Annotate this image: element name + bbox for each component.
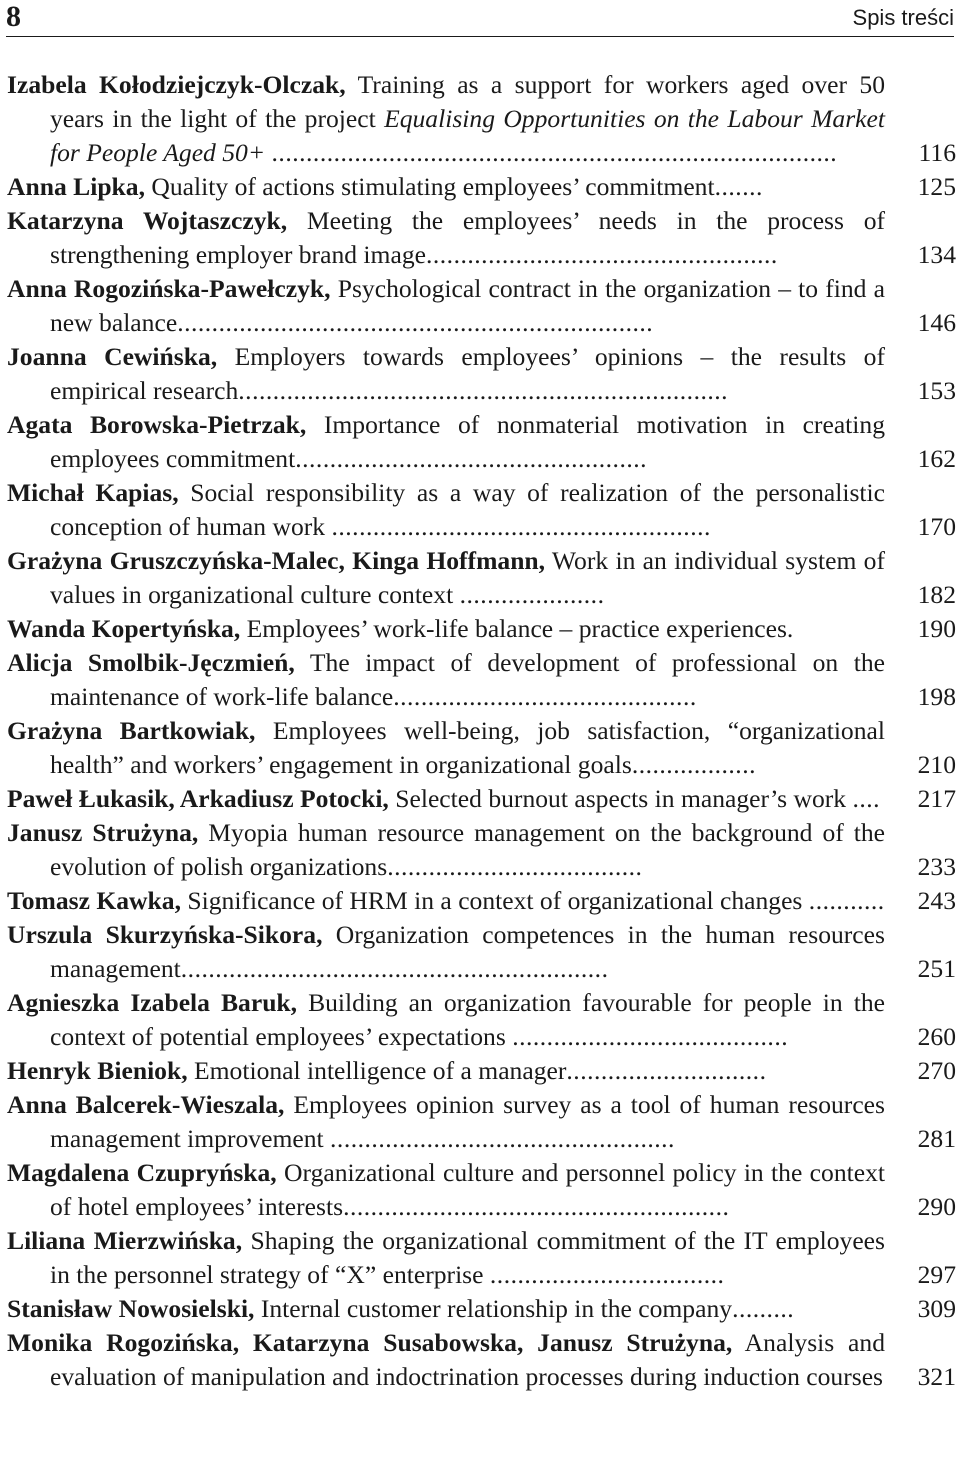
entry-author: Alicja Smolbik-Jęczmień, (7, 648, 295, 677)
entry-author: Agnieszka Izabela Baruk, (7, 988, 298, 1017)
entry-title: Importance of nonmaterial motivation in creating employees commitment (50, 410, 885, 473)
dot-leader: ....................................................................... (238, 376, 729, 405)
entry-title: Employees opinion survey as a tool of human resources management improvement (50, 1090, 886, 1153)
entry-author: Grażyna Gruszczyńska-Malec, Kinga Hoffmann, (7, 546, 546, 575)
toc-entry[interactable] (7, 204, 956, 272)
entry-page-number: 125 (917, 172, 956, 201)
dot-leader: .................................. (489, 1260, 725, 1289)
dot-leader: ................................................... (425, 240, 778, 269)
entry-text (7, 986, 885, 1054)
dot-leader: ........... (808, 886, 885, 915)
entry-title: Building an organization favourable for people in the context of potential employees’ expectations (50, 988, 885, 1051)
toc-entry[interactable] (7, 612, 956, 646)
entry-page-number: 217 (917, 784, 956, 813)
entry-page-number: 198 (917, 682, 956, 711)
entry-author: Liliana Mierzwińska, (7, 1226, 243, 1255)
entry-title: Shaping the organizational commitment of the IT employees in the personnel strategy of “X” enterprise (50, 1226, 885, 1289)
page-number: 8 (6, 0, 21, 33)
dot-leader: .................................................................................. (271, 138, 838, 167)
entry-text (7, 544, 885, 612)
toc-entry[interactable] (7, 646, 956, 714)
entry-text (7, 884, 885, 918)
entry-title: Employees well-being, job satisfaction, “organizational health” and workers’ engagement in organizational goals (50, 716, 885, 779)
entry-author: Tomasz Kawka, (7, 886, 181, 915)
entry-page-number: 309 (917, 1294, 956, 1323)
dot-leader: ....... (714, 172, 763, 201)
entry-title: Meeting the employees’ needs in the process of strengthening employer brand image (50, 206, 886, 269)
entry-page-number: 182 (917, 580, 956, 609)
entry-text (7, 1326, 885, 1394)
entry-author: Paweł Łukasik, Arkadiusz Potocki, (7, 784, 389, 813)
entry-page-number: 134 (917, 240, 956, 269)
entry-title: Myopia human resource management on the background of the evolution of polish organizations (50, 818, 885, 881)
entry-title: Emotional intelligence of a manager (187, 1056, 567, 1085)
toc-entry[interactable] (7, 1326, 956, 1394)
toc-entry[interactable] (7, 1054, 956, 1088)
entry-title: Employees’ work-life balance – practice experiences. (240, 614, 794, 643)
entry-page-number: 233 (917, 852, 956, 881)
toc-entry[interactable] (7, 816, 956, 884)
entry-title-italic: Equalising Opportunities on the Labour Market for People Aged 50+ (50, 104, 885, 167)
entry-author: Agata Borowska-Pietrzak, (7, 410, 307, 439)
entry-text (7, 1224, 885, 1292)
entry-text (7, 340, 885, 408)
dot-leader: .... (852, 784, 881, 813)
entry-author: Izabela Kołodziejczyk-Olczak, (7, 70, 346, 99)
entry-author: Magdalena Czupryńska, (7, 1158, 277, 1187)
entry-page-number: 116 (918, 138, 956, 167)
dot-leader: ..................................... (387, 852, 643, 881)
entry-author: Wanda Kopertyńska, (7, 614, 241, 643)
toc-entry[interactable] (7, 408, 956, 476)
entry-text (7, 1054, 885, 1088)
header-rule (6, 36, 954, 37)
dot-leader: ........................................................ (343, 1192, 730, 1221)
entry-text (7, 1156, 885, 1224)
entry-title: Analysis and evaluation of manipulation and indoctrination processes during induction courses (50, 1328, 886, 1391)
toc-entry[interactable] (7, 918, 956, 986)
dot-leader: ......... (732, 1294, 795, 1323)
dot-leader: ........................................ (512, 1022, 789, 1051)
entry-title: Work in an individual system of values in organizational culture context (50, 546, 886, 609)
entry-title: Training as a support for workers aged over 50 years in the light of the project (50, 70, 886, 133)
entry-title: The impact of development of professional on the maintenance of work-life balance (50, 648, 885, 711)
dot-leader: ..................................................................... (177, 308, 654, 337)
running-header: Spis treści (852, 5, 954, 30)
entry-title: Organizational culture and personnel policy in the context of hotel employees’ interests (50, 1158, 885, 1221)
entry-author: Anna Lipka, (7, 172, 145, 201)
dot-leader: .................................................. (330, 1124, 675, 1153)
toc-entry[interactable] (7, 714, 956, 782)
entry-text (7, 204, 885, 272)
entry-title: Internal customer relationship in the company (254, 1294, 733, 1323)
toc-entry[interactable] (7, 986, 956, 1054)
entry-page-number: 170 (917, 512, 956, 541)
toc-entry[interactable] (7, 272, 956, 340)
entry-author: Henryk Bieniok, (7, 1056, 188, 1085)
dot-leader: .................. (631, 750, 756, 779)
entry-page-number: 321 (917, 1362, 956, 1391)
dot-leader: ................................................... (295, 444, 648, 473)
entry-text (7, 476, 885, 544)
entry-page-number: 162 (917, 444, 956, 473)
entry-page-number: 190 (917, 614, 956, 643)
entry-page-number: 270 (917, 1056, 956, 1085)
toc-entry[interactable] (7, 884, 956, 918)
dot-leader: ....................................................... (331, 512, 711, 541)
entry-text (7, 782, 885, 816)
entry-text (7, 408, 885, 476)
entry-author: Michał Kapias, (7, 478, 179, 507)
toc-entry[interactable] (7, 68, 956, 170)
entry-title-tail (265, 138, 271, 167)
toc-entry[interactable] (7, 1088, 956, 1156)
entry-text (7, 646, 885, 714)
table-of-contents (7, 68, 956, 1394)
entry-page-number: 297 (917, 1260, 956, 1289)
toc-entry[interactable] (7, 1292, 956, 1326)
entry-title: Quality of actions stimulating employees’ commitment (145, 172, 715, 201)
entry-text (7, 170, 885, 204)
entry-title: Employers towards employees’ opinions – the results of empirical research (50, 342, 885, 405)
dot-leader: ............................. (566, 1056, 767, 1085)
toc-entry[interactable] (7, 340, 956, 408)
entry-text (7, 714, 885, 782)
entry-title: Social responsibility as a way of realization of the personalistic conception of human work (50, 478, 885, 541)
toc-entry[interactable] (7, 782, 956, 816)
entry-author: Urszula Skurzyńska-Sikora, (7, 920, 323, 949)
entry-text (7, 68, 885, 170)
entry-text (7, 1088, 885, 1156)
entry-author: Stanisław Nowosielski, (7, 1294, 255, 1323)
entry-page-number: 146 (917, 308, 956, 337)
entry-page-number: 260 (917, 1022, 956, 1051)
entry-page-number: 210 (917, 750, 956, 779)
entry-author: Anna Rogozińska-Pawełczyk, (7, 274, 331, 303)
toc-entry[interactable] (7, 170, 956, 204)
entry-page-number: 243 (917, 886, 956, 915)
entry-text (7, 1292, 885, 1326)
entry-page-number: 290 (917, 1192, 956, 1221)
dot-leader: ............................................ (393, 682, 697, 711)
dot-leader: .............................................................. (180, 954, 609, 983)
entry-author: Katarzyna Wojtaszczyk, (7, 206, 288, 235)
toc-entry[interactable] (7, 1156, 956, 1224)
entry-title: Selected burnout aspects in manager’s work (388, 784, 853, 813)
entry-author: Monika Rogozińska, Katarzyna Susabowska, Janusz Strużyna, (7, 1328, 733, 1357)
entry-text (7, 272, 885, 340)
dot-leader: ..................... (459, 580, 605, 609)
entry-author: Anna Balcerek-Wieszala, (7, 1090, 285, 1119)
entry-title: Psychological contract in the organization – to find a new balance (50, 274, 885, 337)
entry-title: Organization competences in the human resources management (50, 920, 885, 983)
toc-entry[interactable] (7, 476, 956, 544)
entry-author: Janusz Strużyna, (7, 818, 199, 847)
entry-author: Joanna Cewińska, (7, 342, 218, 371)
entry-page-number: 251 (917, 954, 956, 983)
entry-text (7, 612, 885, 646)
entry-text (7, 816, 885, 884)
toc-entry[interactable] (7, 1224, 956, 1292)
entry-author: Grażyna Bartkowiak, (7, 716, 256, 745)
entry-page-number: 281 (917, 1124, 956, 1153)
toc-entry[interactable] (7, 544, 956, 612)
entry-page-number: 153 (917, 376, 956, 405)
entry-text (7, 918, 885, 986)
entry-title: Significance of HRM in a context of organizational changes (180, 886, 809, 915)
